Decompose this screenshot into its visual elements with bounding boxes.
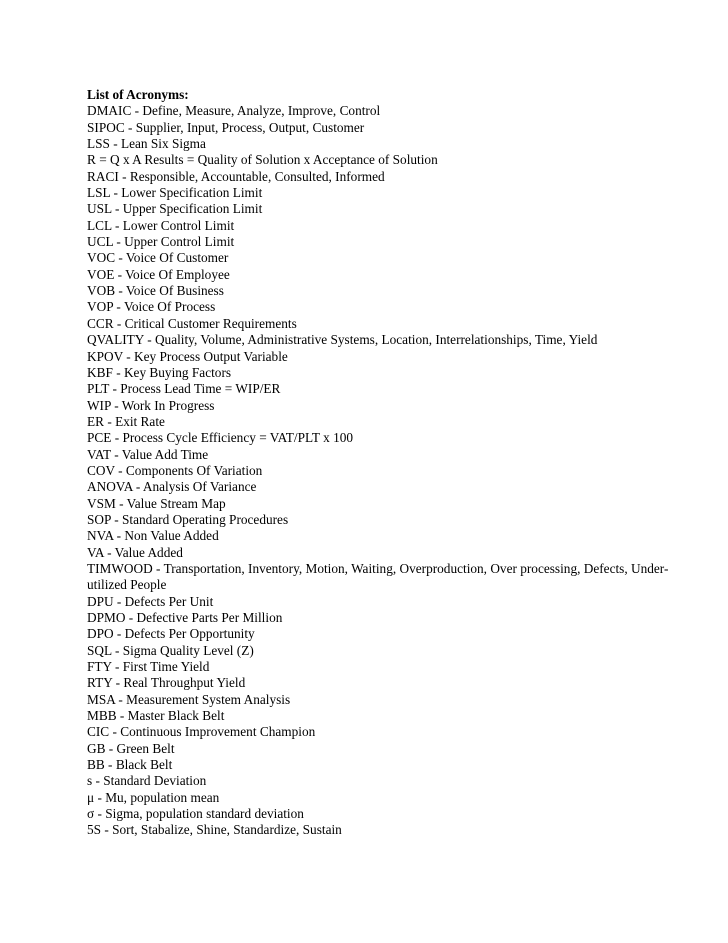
list-item: RTY - Real Throughput Yield [87, 675, 246, 691]
list-item: VOE - Voice Of Employee [87, 266, 230, 282]
list-item: VOC - Voice Of Customer [87, 250, 229, 266]
list-item: R = Q x A Results = Quality of Solution x Acceptance of Solution [87, 152, 438, 168]
list-item: SQL - Sigma Quality Level (Z) [87, 642, 254, 658]
list-item: RACI - Responsible, Accountable, Consulted, Informed [87, 168, 385, 184]
list-item: LSL - Lower Specification Limit [87, 185, 263, 201]
list-item: TIMWOOD - Transportation, Inventory, Motion, Waiting, Overproduction, Over processing, Defects, Under-utilized People [87, 560, 669, 593]
list-item: BB - Black Belt [87, 757, 173, 773]
list-item: ANOVA - Analysis Of Variance [87, 479, 257, 495]
list-item: SIPOC - Supplier, Input, Process, Output, Customer [87, 119, 365, 135]
list-item: QVALITY - Quality, Volume, Administrative Systems, Location, Interrelationships, Time, Yield [87, 332, 598, 348]
list-item: MSA - Measurement System Analysis [87, 691, 291, 707]
list-item: USL - Upper Specification Limit [87, 201, 263, 217]
list-item: s - Standard Deviation [87, 773, 207, 789]
list-item: COV - Components Of Variation [87, 462, 263, 478]
list-item: NVA - Non Value Added [87, 528, 219, 544]
list-item: DPU - Defects Per Unit [87, 593, 214, 609]
list-item: 5S - Sort, Stabalize, Shine, Standardize, Sustain [87, 822, 342, 838]
list-item: DMAIC - Define, Measure, Analyze, Improve, Control [87, 103, 381, 119]
list-item: WIP - Work In Progress [87, 397, 215, 413]
list-item: DPMO - Defective Parts Per Million [87, 610, 283, 625]
list-item: LCL - Lower Control Limit [87, 217, 235, 233]
list-item: VAT - Value Add Time [87, 446, 209, 462]
list-item: PCE - Process Cycle Efficiency = VAT/PLT x 100 [87, 430, 354, 446]
list-item: GB - Green Belt [87, 740, 175, 756]
list-item: KPOV - Key Process Output Variable [87, 348, 288, 364]
list-item: FTY - First Time Yield [87, 659, 210, 675]
list-item: VOP - Voice Of Process [87, 299, 216, 315]
list-item: σ - Sigma, population standard deviation [87, 806, 304, 822]
list-item: MBB - Master Black Belt [87, 708, 225, 724]
list-item: PLT - Process Lead Time = WIP/ER [87, 381, 281, 397]
acronym-list [87, 103, 707, 838]
list-item: CCR - Critical Customer Requirements [87, 315, 297, 331]
document-page [87, 87, 707, 839]
list-item: KBF - Key Buying Factors [87, 364, 232, 380]
list-item: LSS - Lean Six Sigma [87, 136, 206, 152]
list-item: CIC - Continuous Improvement Champion [87, 724, 316, 740]
list-item: SOP - Standard Operating Procedures [87, 511, 289, 527]
list-item: UCL - Upper Control Limit [87, 234, 235, 250]
list-heading: List of Acronyms: [87, 87, 189, 102]
list-item: ER - Exit Rate [87, 413, 165, 429]
list-item: μ - Mu, population mean [87, 789, 220, 805]
list-item: VSM - Value Stream Map [87, 495, 226, 511]
list-item: VA - Value Added [87, 544, 183, 560]
list-item: VOB - Voice Of Business [87, 283, 224, 299]
list-item: DPO - Defects Per Opportunity [87, 626, 255, 642]
